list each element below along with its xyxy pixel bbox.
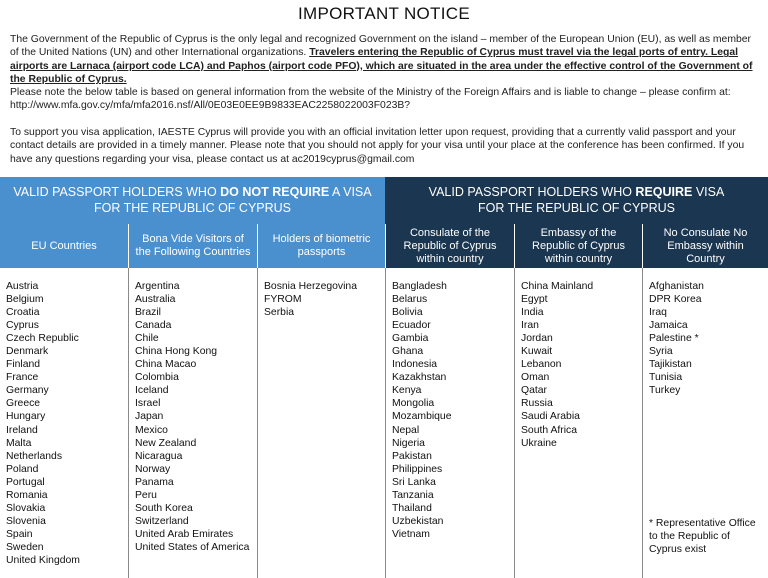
country-item: Uzbekistan — [392, 515, 444, 527]
country-item: Colombia — [135, 372, 179, 384]
intro-paragraph — [10, 33, 762, 87]
country-item: Iran — [521, 320, 539, 332]
country-item: Brazil — [135, 307, 161, 319]
country-item: Palestine * — [649, 333, 699, 345]
country-item: Slovakia — [6, 502, 46, 514]
country-item: Norway — [135, 463, 171, 475]
country-item: Philippines — [392, 463, 443, 475]
country-item: Egypt — [521, 294, 548, 306]
country-item: India — [521, 307, 544, 319]
country-item: Mozambique — [392, 411, 452, 423]
country-item: Austria — [6, 281, 39, 292]
country-item: Saudi Arabia — [521, 411, 580, 423]
country-item: China Macao — [135, 359, 197, 371]
country-item: Serbia — [264, 307, 295, 319]
country-item: Bangladesh — [392, 281, 447, 292]
country-item: Germany — [6, 385, 49, 397]
country-item: Afghanistan — [649, 281, 704, 292]
country-item: Tunisia — [649, 372, 683, 384]
no-visa-header — [0, 177, 385, 224]
country-item: Russia — [521, 398, 553, 410]
country-item: Nepal — [392, 424, 420, 436]
country-item: Ghana — [392, 346, 424, 358]
country-item: Romania — [6, 489, 48, 501]
visa-header-text: VALID PASSPORT HOLDERS WHO — [428, 185, 636, 199]
intro-emphasis: Travelers entering the Republic of Cyprus must travel via the legal ports of entry. Legal airports are Larnaca (airport code LCA) and Paphos (airport code PFO), which are situated in the area under the effective control of the Government of the Republic of Cyprus. — [10, 47, 753, 86]
country-item: South Korea — [135, 502, 193, 514]
country-item: France — [6, 372, 39, 384]
country-item: Kuwait — [521, 346, 553, 358]
column-embassy — [514, 268, 642, 578]
intro-text: The Government of the Republic of Cyprus is the only legal and recognized Government on the island – member of the European Union (EU), as well as member of the United Nations (UN) and other International organizations. — [10, 34, 752, 59]
country-item: Switzerland — [135, 515, 189, 527]
country-item: Peru — [135, 489, 157, 501]
country-item: United Arab Emirates — [135, 528, 234, 540]
country-item: Spain — [6, 528, 33, 540]
country-item: Netherlands — [6, 450, 63, 462]
country-item: Bosnia Herzegovina — [264, 281, 357, 292]
country-item: Qatar — [521, 385, 547, 397]
column-bona-fide-visitors — [128, 268, 257, 578]
country-item: Israel — [135, 398, 161, 410]
country-item: Poland — [6, 463, 39, 475]
visa-header-text-end: VISA — [692, 185, 725, 199]
country-item: South Africa — [521, 424, 578, 436]
country-item: Sweden — [6, 541, 44, 553]
country-item: Malta — [6, 437, 32, 449]
country-item: Nigeria — [392, 437, 425, 449]
country-item: Syria — [649, 346, 673, 358]
country-item: Portugal — [6, 476, 45, 488]
country-item: Thailand — [392, 502, 432, 514]
country-item: Croatia — [6, 307, 40, 319]
country-item: Kenya — [392, 385, 422, 397]
country-item: Turkey — [649, 385, 681, 397]
country-item: Chile — [135, 333, 159, 345]
country-item: Belgium — [6, 294, 44, 306]
country-item: Pakistan — [392, 450, 432, 462]
country-item: Greece — [6, 398, 41, 410]
country-item: Bolivia — [392, 307, 423, 319]
country-item: Czech Republic — [6, 333, 79, 345]
country-item: China Mainland — [521, 281, 594, 292]
country-item: Ukraine — [521, 437, 557, 449]
country-item: Iraq — [649, 307, 667, 319]
country-item: Ecuador — [392, 320, 431, 332]
country-item: New Zealand — [135, 437, 197, 449]
country-item: Vietnam — [392, 528, 430, 540]
country-item: Tajikistan — [649, 359, 692, 371]
country-item: Jordan — [521, 333, 553, 345]
country-item: Belarus — [392, 294, 428, 306]
country-item: Argentina — [135, 281, 180, 292]
column-header-biometric: Holders of biometric passports — [257, 224, 385, 268]
country-item: Mongolia — [392, 398, 435, 410]
page-title: IMPORTANT NOTICE — [298, 4, 470, 23]
country-item: Cyprus — [6, 320, 39, 332]
visa-header-bold: REQUIRE — [635, 185, 693, 199]
no-visa-header-text: VALID PASSPORT HOLDERS WHO — [13, 185, 221, 199]
column-header-bona-fide: Bona Vide Visitors of the Following Countries — [128, 224, 257, 268]
country-item: Gambia — [392, 333, 429, 345]
country-item: FYROM — [264, 294, 302, 306]
no-visa-header-text-end: A VISA — [329, 185, 372, 199]
country-item: China Hong Kong — [135, 346, 218, 358]
column-consulate — [385, 268, 514, 578]
no-visa-header-line2: FOR THE REPUBLIC OF CYPRUS — [93, 201, 292, 215]
country-item: Jamaica — [649, 320, 688, 332]
country-item: Tanzania — [392, 489, 434, 501]
country-item: Canada — [135, 320, 172, 332]
country-item: Japan — [135, 411, 164, 423]
country-item: Hungary — [6, 411, 46, 423]
column-header-embassy: Embassy of the Republic of Cyprus within country — [514, 224, 642, 268]
country-item: Indonesia — [392, 359, 438, 371]
visa-header-line2: FOR THE REPUBLIC OF CYPRUS — [477, 201, 676, 215]
visa-header — [385, 177, 768, 224]
country-item: Denmark — [6, 346, 49, 358]
country-item: Kazakhstan — [392, 372, 447, 384]
column-biometric-passports — [257, 268, 385, 578]
country-item: Lebanon — [521, 359, 562, 371]
country-item: Australia — [135, 294, 176, 306]
column-header-consulate: Consulate of the Republic of Cyprus within country — [385, 224, 514, 268]
country-item: United Kingdom — [6, 554, 80, 566]
representative-office-footnote: * Representative Office to the Republic of Cyprus exist — [649, 518, 756, 555]
column-header-no-consulate: No Consulate No Embassy within Country — [642, 224, 768, 268]
column-header-eu: EU Countries — [0, 224, 128, 268]
no-visa-header-bold: DO NOT REQUIRE — [220, 185, 330, 199]
country-item: Ireland — [6, 424, 38, 436]
country-item: Sri Lanka — [392, 476, 436, 488]
country-item: Finland — [6, 359, 41, 371]
country-item: Slovenia — [6, 515, 46, 527]
country-item: DPR Korea — [649, 294, 702, 306]
info-note: Please note the below table is based on general information from the website of the Ministry of the Foreign Affairs and is liable to change – please confirm at: http://www.mfa.gov.cy/mfa/mfa2016.nsf/All/0E03E0EE9B9833EAC2258022003F023B? — [10, 87, 731, 112]
country-item: Nicaragua — [135, 450, 183, 462]
country-item: United States of America — [135, 541, 250, 553]
column-eu-countries — [0, 268, 128, 578]
country-item: Iceland — [135, 385, 169, 397]
support-note: To support you visa application, IAESTE Cyprus will provide you with an official invitation letter upon request, providing that a currently valid passport and your contact details are provided in a timely manner. Please note that you should not apply for your visa until your place at the conference has been confirmed. If you have any questions regarding your visa, please contact us at ac2019cyprus@gmail.com — [10, 127, 745, 165]
country-item: Oman — [521, 372, 550, 384]
country-item: Panama — [135, 476, 174, 488]
country-item: Mexico — [135, 424, 168, 436]
